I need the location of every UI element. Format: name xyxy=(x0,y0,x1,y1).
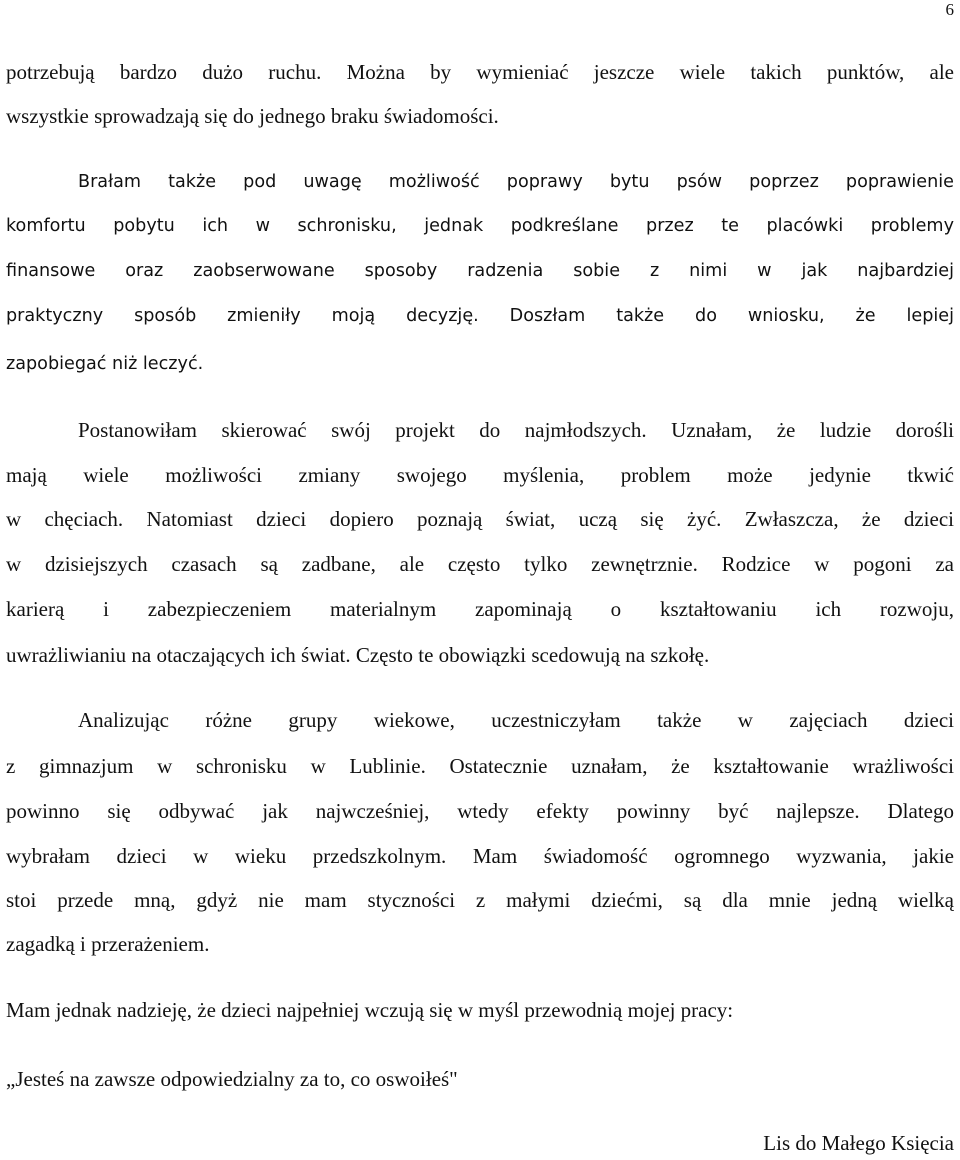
text-line: z gimnazjum w schronisku w Lublinie. Ostatecznie uznałam, że kształtowanie wrażliwości xyxy=(6,754,954,778)
text-line: Postanowiłam skierować swój projekt do najmłodszych. Uznałam, że ludzie dorośli xyxy=(78,418,954,442)
text-line: w dzisiejszych czasach są zadbane, ale często tylko zewnętrznie. Rodzice w pogoni za xyxy=(6,552,954,576)
text-line: zagadką i przerażeniem. xyxy=(6,932,210,956)
text-line: komfortu pobytu ich w schronisku, jednak podkreślane przez te placówki problemy xyxy=(6,216,954,236)
text-line: potrzebują bardzo dużo ruchu. Można by wymieniać jeszcze wiele takich punktów, ale xyxy=(6,60,954,84)
text-line: finansowe oraz zaobserwowane sposoby radzenia sobie z nimi w jak najbardziej xyxy=(6,261,954,281)
text-line: Mam jednak nadzieję, że dzieci najpełniej wczują się w myśl przewodnią mojej pracy: xyxy=(6,998,734,1022)
text-line: Analizując różne grupy wiekowe, uczestniczyłam także w zajęciach dzieci xyxy=(78,708,954,732)
page-number: 6 xyxy=(945,0,954,19)
quote-line: „Jesteś na zawsze odpowiedzialny za to, co oswoiłeś" xyxy=(6,1067,458,1091)
text-line: powinno się odbywać jak najwcześniej, wtedy efekty powinny być najlepsze. Dlatego xyxy=(6,799,954,823)
text-line: Brałam także pod uwagę możliwość poprawy bytu psów poprzez poprawienie xyxy=(78,172,954,192)
text-line: stoi przede mną, gdyż nie mam styczności z małymi dziećmi, są dla mnie jedną wielką xyxy=(6,888,954,912)
text-line: wszystkie sprowadzają się do jednego braku świadomości. xyxy=(6,104,499,128)
text-line: w chęciach. Natomiast dzieci dopiero poznają świat, uczą się żyć. Zwłaszcza, że dzieci xyxy=(6,507,954,531)
text-line: uwrażliwianiu na otaczających ich świat. Często te obowiązki scedowują na szkołę. xyxy=(6,643,710,667)
text-line: karierą i zabezpieczeniem materialnym zapominają o kształtowaniu ich rozwoju, xyxy=(6,597,954,621)
text-line: wybrałam dzieci w wieku przedszkolnym. Mam świadomość ogromnego wyzwania, jakie xyxy=(6,844,954,868)
text-line: zapobiegać niż leczyć. xyxy=(6,354,204,374)
text-line: praktyczny sposób zmieniły moją decyzję. Doszłam także do wniosku, że lepiej xyxy=(6,306,954,326)
text-line: mają wiele możliwości zmiany swojego myślenia, problem może jedynie tkwić xyxy=(6,463,954,487)
quote-attribution: Lis do Małego Księcia xyxy=(763,1131,954,1155)
